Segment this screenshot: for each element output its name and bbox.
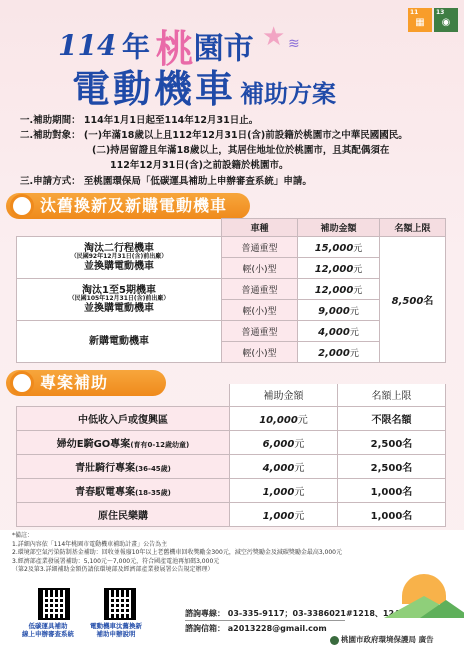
header-amount: 補助金額: [298, 219, 380, 237]
title-year: 114: [58, 29, 117, 62]
title-main: 電動機車: [72, 66, 237, 111]
qr-code-instructions[interactable]: [104, 588, 136, 620]
table-row: 中低收入戶或復興區 10,000元 不限名額: [17, 406, 446, 430]
star-icon: ★: [262, 22, 286, 52]
sdg13-badge: [434, 8, 458, 32]
table-row: 輕(小)型 2,000元: [17, 342, 446, 363]
section2-title: 專案補助: [40, 373, 109, 392]
table-row: 原住民樂購 1,000元 1,000名: [17, 502, 446, 526]
header-quota: 名額上限: [338, 384, 446, 406]
section1-title: 汰舊換新及新購電動機車: [40, 196, 228, 215]
header-amount: 補助金額: [230, 384, 338, 406]
title-sub: 補助方案: [240, 79, 337, 108]
section1-table: [16, 218, 446, 363]
item-new-purchase: 新購電動機車: [17, 321, 222, 363]
qr-code-application[interactable]: [38, 588, 70, 620]
qr2-caption: 電動機車汰舊換新 補助申辦說明: [90, 622, 142, 638]
sdg11-badge: [408, 8, 432, 32]
city-icon: ▦: [415, 17, 425, 28]
sdg13-number: 13: [436, 9, 445, 16]
sdg11-number: 11: [410, 9, 419, 16]
title-city: 園市: [193, 31, 254, 67]
info-target2b: 112年12月31日(含)之前設籍於桃園市。: [110, 160, 289, 171]
divider: [185, 620, 345, 621]
publisher: 桃園市政府環境保護局 廣告: [330, 634, 434, 645]
table-row: 青壯騎行專案(36-45歲) 4,000元 2,500名: [17, 454, 446, 478]
table-row: 婦幼E騎GO專案(育有0-12歲幼童) 6,000元 2,500名: [17, 430, 446, 454]
title-tao: 桃: [155, 26, 194, 71]
eye-globe-icon: ◉: [441, 17, 451, 28]
title-nian: 年: [122, 30, 151, 64]
table-row: 淘汰二行程機車 （民國92年12月31日(含)前出廠） 並換購電動機車 普通重型 15,000元 8,500名: [17, 237, 446, 258]
table-row: 青春馭電專案(18-35歲) 1,000元 1,000名: [17, 478, 446, 502]
qr1-caption: 低碳運具補助 線上申辦審查系統: [22, 622, 74, 638]
item-two-stroke: 淘汰二行程機車 （民國92年12月31日(含)前出廠） 並換購電動機車: [17, 237, 222, 279]
epb-logo-icon: [330, 636, 339, 645]
mountain-icon: [420, 600, 464, 618]
info-target2: (二)持居留證且年滿18歲以上，其居住地址位於桃園市，且其配偶須在: [92, 145, 390, 156]
table-row: 淘汰1至5期機車 （民國105年12月31日(含)前出廠） 並換購電動機車 普通重型 12,000元: [17, 279, 446, 300]
title-line2: [72, 58, 336, 113]
swirl-icon: ≋: [288, 36, 300, 52]
contact-phone: 諮詢專線： 03-335-9117；03-3386021#1218、1241: [185, 609, 406, 618]
contact-email: 諮詢信箱： a2013228@gmail.com: [185, 624, 327, 633]
quota-total: 8,500名: [380, 237, 446, 363]
table-row: 輕(小)型 9,000元: [17, 300, 446, 321]
header-quota: 名額上限: [380, 219, 446, 237]
section-bullet-icon: [10, 194, 34, 218]
table-row: 輕(小)型 12,000元: [17, 258, 446, 279]
section2-table: [16, 384, 446, 527]
info-period: 一.補助期間： 114年1月1日起至114年12月31日止。: [20, 115, 259, 126]
info-method: 三.申請方式： 至桃園環保局「低碳運具補助上申辦審查系統」申請。: [20, 176, 312, 187]
section1-header: [6, 193, 250, 219]
header-type: 車種: [222, 219, 298, 237]
table-row: 新購電動機車 普通重型 4,000元: [17, 321, 446, 342]
item-phase1-5: 淘汰1至5期機車 （民國105年12月31日(含)前出廠） 並換購電動機車: [17, 279, 222, 321]
title-line1: [58, 18, 254, 71]
info-target1: 二.補助對象： (一)年滿18歲以上且112年12月31日(含)前設籍於桃園市之中華民國國民。: [20, 130, 408, 141]
notes: *備註： 1.詳細內容依「114年桃園市電動機車補助計畫」公告為主 2.環境部空氣污染防制基金補助：回收並報廢10年以上老舊機車回收獎勵金300元，減空污獎勵金及減碳獎勵金最高3,000元 3.經濟部產業發展署補助：5,100元～7,000元，符合國產電池再加碼3,000元 （第2及第3.詳細補助金額仍請依環境部及經濟部產業發展署公告規定辦理）: [12, 532, 342, 573]
